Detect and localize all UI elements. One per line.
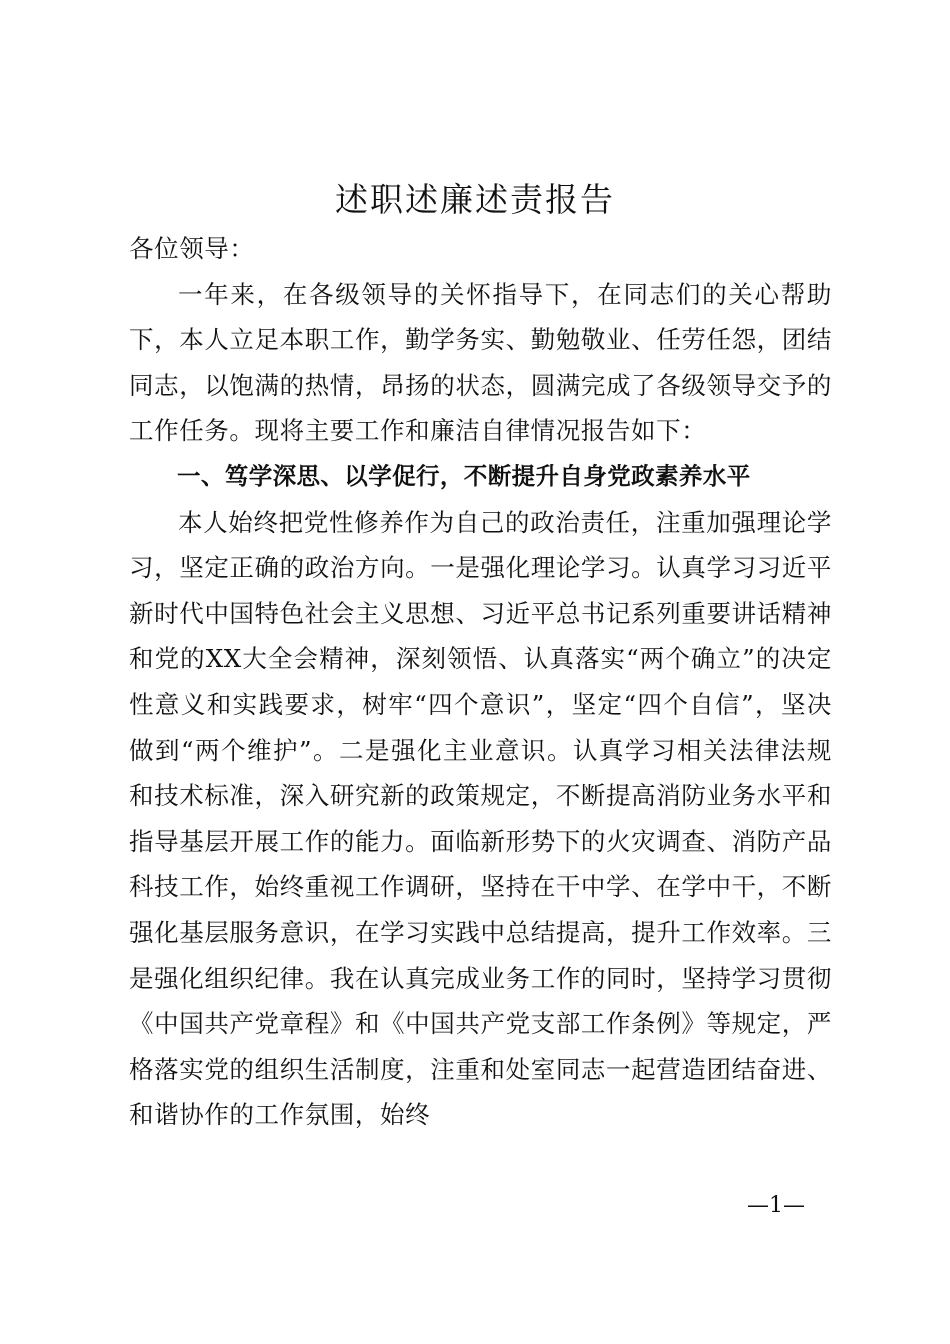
document-body xyxy=(129,226,832,1138)
intro-paragraph: 一年来，在各级领导的关怀指导下，在同志们的关心帮助下，本人立足本职工作，勤学务实、勤勉敬业、任劳任怨，团结同志，以饱满的热情，昂扬的状态，圆满完成了各级领导交予的工作任务。现将主要工作和廉洁自律情况报告如下： xyxy=(129,279,832,446)
document-title: 述职述廉述责报告 xyxy=(335,180,615,219)
section-1-heading: 一、笃学深思、以学促行，不断提升自身党政素养水平 xyxy=(177,461,751,490)
salutation: 各位领导： xyxy=(129,234,255,263)
page-number: —1— xyxy=(747,1193,805,1218)
section-1-paragraph: 本人始终把党性修养作为自己的政治责任，注重加强理论学习，坚定正确的政治方向。一是强化理论学习。认真学习习近平新时代中国特色社会主义思想、习近平总书记系列重要讲话精神和党的XX大全会精神，深刻领悟、认真落实“两个确立”的决定性意义和实践要求，树牢“四个意识”，坚定“四个自信”，坚决做到“两个维护”。二是强化主业意识。认真学习相关法律法规和技术标准，深入研究新的政策规定，不断提高消防业务水平和指导基层开展工作的能力。面临新形势下的火灾调查、消防产品科技工作，始终重视工作调研，坚持在干中学、在学中干，不断强化基层服务意识，在学习实践中总结提高，提升工作效率。三是强化组织纪律。我在认真完成业务工作的同时，坚持学习贯彻《中国共产党章程》和《中国共产党支部工作条例》等规定，严格落实党的组织生活制度，注重和处室同志一起营造团结奋进、和谐协作的工作氛围，始终 xyxy=(129,507,832,1130)
